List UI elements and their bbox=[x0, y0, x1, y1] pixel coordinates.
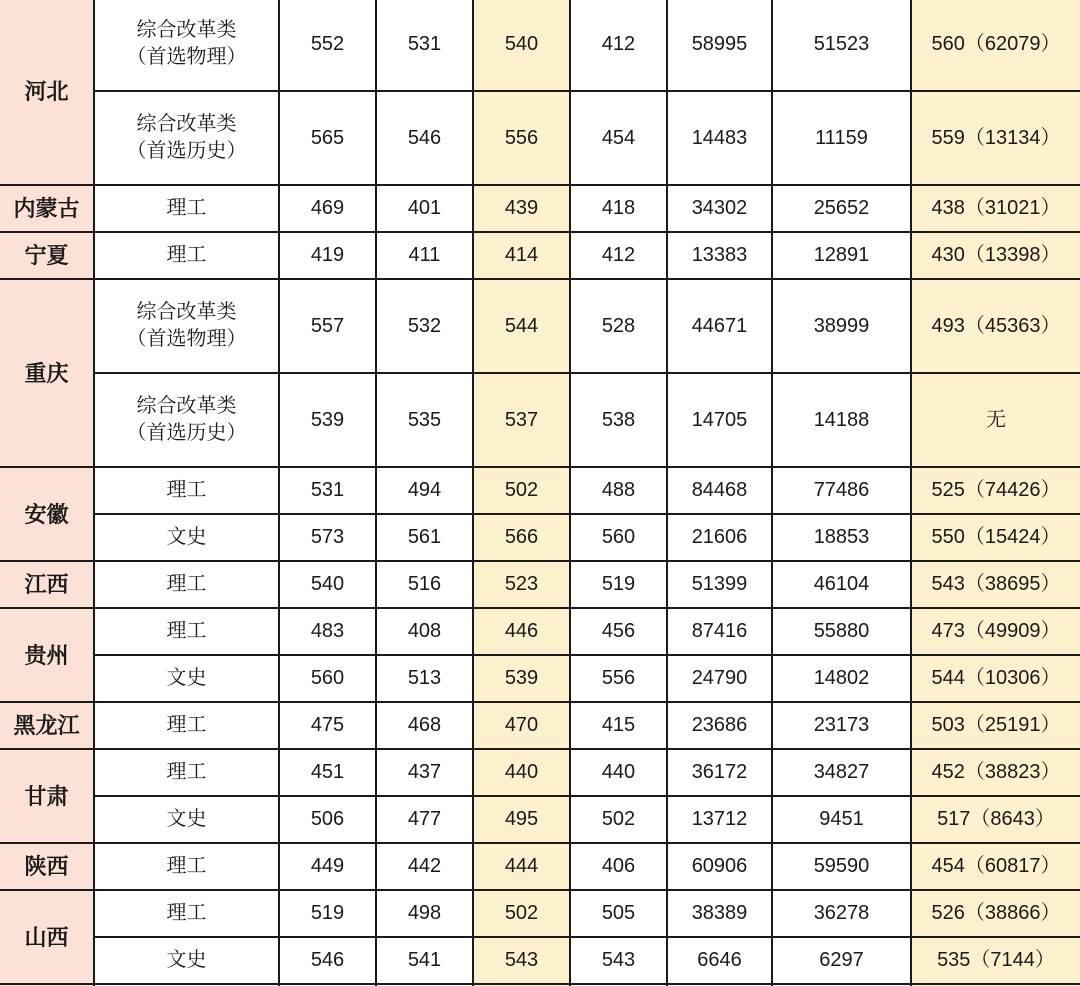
score-col-1: 419 bbox=[280, 233, 375, 278]
rank-col-2: 25652 bbox=[773, 186, 910, 231]
score-col-1: 560 bbox=[280, 656, 375, 701]
score-col-1: 506 bbox=[280, 797, 375, 842]
category-cell: 理工 bbox=[95, 609, 278, 654]
province-cell: 甘肃 bbox=[0, 750, 93, 842]
province-cell: 陕西 bbox=[0, 844, 93, 889]
category-cell: 理工 bbox=[95, 844, 278, 889]
rank-col-1: 21606 bbox=[668, 515, 771, 560]
score-col-3: 414 bbox=[474, 233, 569, 278]
category-cell: 理工 bbox=[95, 703, 278, 748]
score-rank-col: 525（74426） bbox=[912, 468, 1080, 513]
score-col-1: 552 bbox=[280, 0, 375, 90]
rank-col-2: 46104 bbox=[773, 562, 910, 607]
score-col-2: 468 bbox=[377, 703, 472, 748]
rank-col-2: 55880 bbox=[773, 609, 910, 654]
rank-col-1: 13712 bbox=[668, 797, 771, 842]
rank-col-2: 14802 bbox=[773, 656, 910, 701]
province-cell: 江西 bbox=[0, 562, 93, 607]
rank-col-2: 38999 bbox=[773, 280, 910, 372]
category-cell: 文史 bbox=[95, 515, 278, 560]
score-col-2: 513 bbox=[377, 656, 472, 701]
score-col-1: 540 bbox=[280, 562, 375, 607]
score-rank-col: 454（60817） bbox=[912, 844, 1080, 889]
score-col-3: 539 bbox=[474, 656, 569, 701]
score-col-3: 523 bbox=[474, 562, 569, 607]
score-col-3: 556 bbox=[474, 92, 569, 184]
score-rank-col: 559（13134） bbox=[912, 92, 1080, 184]
score-col-3: 540 bbox=[474, 0, 569, 90]
score-rank-col: 无 bbox=[912, 374, 1080, 466]
score-col-2: 535 bbox=[377, 374, 472, 466]
score-col-2: 442 bbox=[377, 844, 472, 889]
rank-col-1: 87416 bbox=[668, 609, 771, 654]
score-col-4: 556 bbox=[571, 656, 666, 701]
score-rank-col: 452（38823） bbox=[912, 750, 1080, 795]
rank-col-2: 23173 bbox=[773, 703, 910, 748]
score-col-3: 439 bbox=[474, 186, 569, 231]
score-col-2: 532 bbox=[377, 280, 472, 372]
score-rank-col: 517（8643） bbox=[912, 797, 1080, 842]
rank-col-1: 44671 bbox=[668, 280, 771, 372]
score-col-1: 483 bbox=[280, 609, 375, 654]
rank-col-1: 23686 bbox=[668, 703, 771, 748]
rank-col-2: 18853 bbox=[773, 515, 910, 560]
score-col-3: 502 bbox=[474, 891, 569, 936]
rank-col-2: 77486 bbox=[773, 468, 910, 513]
score-col-2: 531 bbox=[377, 0, 472, 90]
category-cell: 综合改革类 （首选历史） bbox=[95, 374, 278, 466]
score-col-1: 469 bbox=[280, 186, 375, 231]
score-col-4: 418 bbox=[571, 186, 666, 231]
score-col-1: 565 bbox=[280, 92, 375, 184]
rank-col-1: 51399 bbox=[668, 562, 771, 607]
score-col-4: 456 bbox=[571, 609, 666, 654]
rank-col-2: 59590 bbox=[773, 844, 910, 889]
rank-col-1: 60906 bbox=[668, 844, 771, 889]
score-col-4: 488 bbox=[571, 468, 666, 513]
score-col-2: 494 bbox=[377, 468, 472, 513]
province-cell: 重庆 bbox=[0, 280, 93, 466]
rank-col-2: 12891 bbox=[773, 233, 910, 278]
score-col-4: 454 bbox=[571, 92, 666, 184]
province-cell: 内蒙古 bbox=[0, 186, 93, 231]
category-cell: 文史 bbox=[95, 656, 278, 701]
rank-col-2: 34827 bbox=[773, 750, 910, 795]
rank-col-1: 34302 bbox=[668, 186, 771, 231]
rank-col-2: 51523 bbox=[773, 0, 910, 90]
score-col-1: 531 bbox=[280, 468, 375, 513]
score-rank-col: 526（38866） bbox=[912, 891, 1080, 936]
score-col-4: 415 bbox=[571, 703, 666, 748]
score-col-2: 561 bbox=[377, 515, 472, 560]
category-cell: 理工 bbox=[95, 562, 278, 607]
score-col-2: 516 bbox=[377, 562, 472, 607]
score-col-3: 543 bbox=[474, 938, 569, 983]
score-col-4: 519 bbox=[571, 562, 666, 607]
score-col-3: 495 bbox=[474, 797, 569, 842]
score-col-4: 406 bbox=[571, 844, 666, 889]
category-cell: 理工 bbox=[95, 186, 278, 231]
province-cell: 山西 bbox=[0, 891, 93, 983]
score-rank-col: 493（45363） bbox=[912, 280, 1080, 372]
score-col-3: 470 bbox=[474, 703, 569, 748]
rank-col-2: 9451 bbox=[773, 797, 910, 842]
score-rank-col: 430（13398） bbox=[912, 233, 1080, 278]
rank-col-1: 36172 bbox=[668, 750, 771, 795]
rank-col-2: 36278 bbox=[773, 891, 910, 936]
score-col-4: 502 bbox=[571, 797, 666, 842]
rank-col-1: 58995 bbox=[668, 0, 771, 90]
province-cell: 贵州 bbox=[0, 609, 93, 701]
score-col-3: 440 bbox=[474, 750, 569, 795]
rank-col-1: 24790 bbox=[668, 656, 771, 701]
score-col-3: 566 bbox=[474, 515, 569, 560]
score-col-1: 557 bbox=[280, 280, 375, 372]
score-col-2: 541 bbox=[377, 938, 472, 983]
rank-col-1: 13383 bbox=[668, 233, 771, 278]
score-rank-col: 544（10306） bbox=[912, 656, 1080, 701]
score-col-3: 502 bbox=[474, 468, 569, 513]
rank-col-1: 84468 bbox=[668, 468, 771, 513]
category-cell: 综合改革类 （首选历史） bbox=[95, 92, 278, 184]
rank-col-2: 11159 bbox=[773, 92, 910, 184]
score-col-1: 451 bbox=[280, 750, 375, 795]
score-col-4: 560 bbox=[571, 515, 666, 560]
score-col-4: 412 bbox=[571, 0, 666, 90]
province-cell: 安徽 bbox=[0, 468, 93, 560]
score-col-2: 437 bbox=[377, 750, 472, 795]
score-col-4: 538 bbox=[571, 374, 666, 466]
category-cell: 文史 bbox=[95, 938, 278, 983]
score-col-1: 539 bbox=[280, 374, 375, 466]
score-col-2: 411 bbox=[377, 233, 472, 278]
category-cell: 理工 bbox=[95, 891, 278, 936]
rank-col-2: 14188 bbox=[773, 374, 910, 466]
rank-col-2: 6297 bbox=[773, 938, 910, 983]
category-cell: 综合改革类 （首选物理） bbox=[95, 0, 278, 90]
score-rank-col: 438（31021） bbox=[912, 186, 1080, 231]
province-cell: 河北 bbox=[0, 0, 93, 184]
category-cell: 理工 bbox=[95, 468, 278, 513]
rank-col-1: 6646 bbox=[668, 938, 771, 983]
rank-col-1: 14705 bbox=[668, 374, 771, 466]
score-col-1: 449 bbox=[280, 844, 375, 889]
category-cell: 理工 bbox=[95, 750, 278, 795]
score-rank-col: 560（62079） bbox=[912, 0, 1080, 90]
score-rank-col: 503（25191） bbox=[912, 703, 1080, 748]
score-rank-col: 535（7144） bbox=[912, 938, 1080, 983]
score-col-3: 537 bbox=[474, 374, 569, 466]
score-col-1: 573 bbox=[280, 515, 375, 560]
province-cell: 宁夏 bbox=[0, 233, 93, 278]
score-col-4: 505 bbox=[571, 891, 666, 936]
score-col-2: 408 bbox=[377, 609, 472, 654]
score-col-4: 440 bbox=[571, 750, 666, 795]
score-col-2: 477 bbox=[377, 797, 472, 842]
score-col-2: 498 bbox=[377, 891, 472, 936]
rank-col-1: 14483 bbox=[668, 92, 771, 184]
category-cell: 综合改革类 （首选物理） bbox=[95, 280, 278, 372]
score-col-3: 444 bbox=[474, 844, 569, 889]
rank-col-1: 38389 bbox=[668, 891, 771, 936]
score-col-2: 546 bbox=[377, 92, 472, 184]
score-col-1: 475 bbox=[280, 703, 375, 748]
score-col-4: 543 bbox=[571, 938, 666, 983]
score-col-1: 519 bbox=[280, 891, 375, 936]
score-col-4: 412 bbox=[571, 233, 666, 278]
score-rank-col: 550（15424） bbox=[912, 515, 1080, 560]
score-col-3: 446 bbox=[474, 609, 569, 654]
province-cell: 黑龙江 bbox=[0, 703, 93, 748]
score-col-4: 528 bbox=[571, 280, 666, 372]
score-rank-col: 473（49909） bbox=[912, 609, 1080, 654]
score-col-2: 401 bbox=[377, 186, 472, 231]
score-rank-col: 543（38695） bbox=[912, 562, 1080, 607]
category-cell: 文史 bbox=[95, 797, 278, 842]
score-col-3: 544 bbox=[474, 280, 569, 372]
score-col-1: 546 bbox=[280, 938, 375, 983]
category-cell: 理工 bbox=[95, 233, 278, 278]
